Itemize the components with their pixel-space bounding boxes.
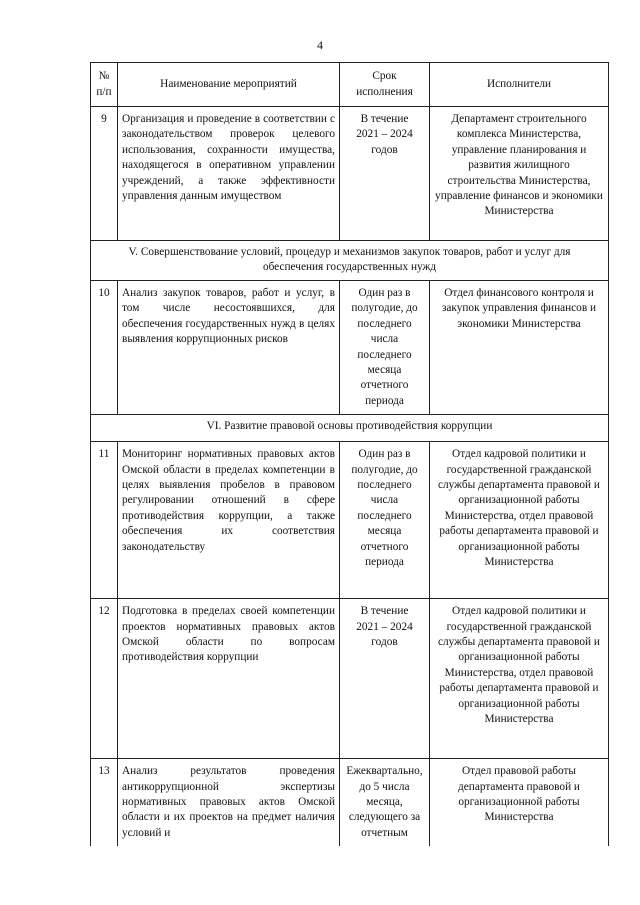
table-row [91, 442, 609, 599]
row-term: Один раз в полугодие, до последнего числа последнего месяца отчетного периода [340, 442, 430, 599]
table-row [91, 281, 609, 415]
row-term: В течение 2021 – 2024 годов [340, 107, 430, 241]
row-term: Ежеквартально, до 5 числа месяца, следующего за отчетным [340, 759, 430, 847]
row-number: 12 [91, 599, 118, 759]
row-executors: Отдел кадровой политики и государственной гражданской службы департамента правовой и организационной работы Министерства, отдел правовой работы департамента правовой и организационной работы Министерства [430, 599, 609, 759]
row-executors: Отдел кадровой политики и государственной гражданской службы департамента правовой и организационной работы Министерства, отдел правовой работы департамента правовой и организационной работы Министерства [430, 442, 609, 599]
section-row [91, 415, 609, 442]
row-executors: Отдел финансового контроля и закупок управления финансов и экономики Министерства [430, 281, 609, 415]
row-number: 11 [91, 442, 118, 599]
page-number: 4 [317, 38, 323, 52]
row-number: 10 [91, 281, 118, 415]
header-number: № п/п [91, 63, 118, 107]
row-number: 9 [91, 107, 118, 241]
section-row [91, 241, 609, 281]
row-measure: Организация и проведение в соответствии с законодательством проверок целевого использования, сохранности имущества, находящегося в оперативном управлении учреждений, а также эффективности управления данным имуществом [118, 107, 340, 241]
table-header-row [91, 63, 609, 107]
row-executors: Отдел правовой работы департамента правовой и организационной работы Министерства [430, 759, 609, 847]
row-number: 13 [91, 759, 118, 847]
section-title: VI. Развитие правовой основы противодействия коррупции [91, 415, 609, 442]
row-term: В течение 2021 – 2024 годов [340, 599, 430, 759]
header-executors: Исполнители [430, 63, 609, 107]
row-measure: Мониторинг нормативных правовых актов Омской области в пределах компетенции в целях выявления пробелов в правовом регулировании отношений в сфере противодействия коррупции, а также обеспечения их соответствия законодательству [118, 442, 340, 599]
row-measure: Анализ закупок товаров, работ и услуг, в том числе несостоявшихся, для обеспечения государственных нужд в целях выявления коррупционных рисков [118, 281, 340, 415]
row-term: Один раз в полугодие, до последнего числа последнего месяца отчетного периода [340, 281, 430, 415]
measures-table [90, 62, 609, 846]
row-executors: Департамент строительного комплекса Министерства, управление планирования и развития жилищного строительства Министерства, управление финансов и экономики Министерства [430, 107, 609, 241]
table-row [91, 599, 609, 759]
header-term: Срок исполнения [340, 63, 430, 107]
table-row [91, 759, 609, 847]
table-row [91, 107, 609, 241]
section-title: V. Совершенствование условий, процедур и механизмов закупок товаров, работ и услуг для обеспечения государственных нужд [91, 241, 609, 281]
row-measure: Подготовка в пределах своей компетенции проектов нормативных правовых актов Омской области по вопросам противодействия коррупции [118, 599, 340, 759]
header-name: Наименование мероприятий [118, 63, 340, 107]
row-measure: Анализ результатов проведения антикоррупционной экспертизы нормативных правовых актов Омской области и их проектов на предмет наличия условий и [118, 759, 340, 847]
